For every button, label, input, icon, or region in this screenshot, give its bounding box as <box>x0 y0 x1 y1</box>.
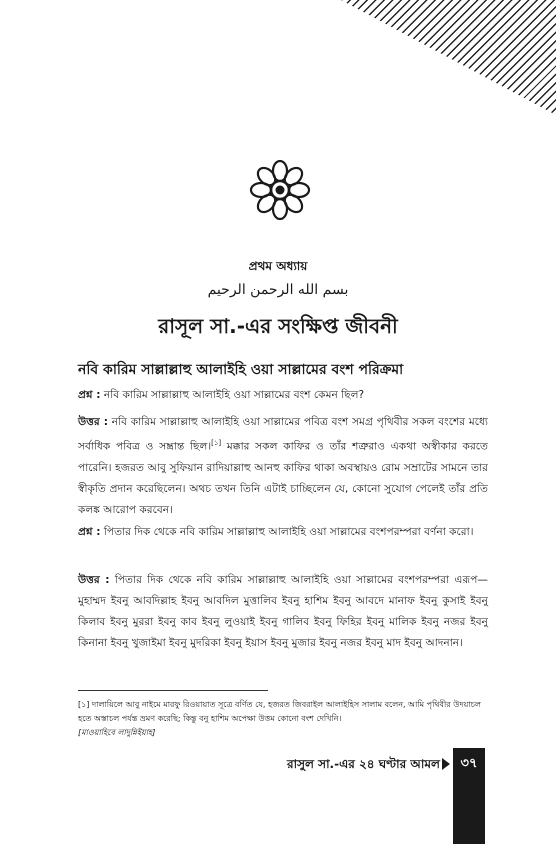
answer-text-continued: মক্কার সকল কাফির ও তাঁর শত্রুরাও একথা অস্বীকার করতে পারেনি। হজরত আবু সুফিয়ান রাদিয়াল্লাহু আনহু কাফির থাকা অবস্থায়ও রোম সম্রাটের সামনে তার স্বীকৃতি প্রদান করেছিলেন। অথচ তখন তিনি এটাই চাচ্ছিলেন যে, কোনো সুযোগ পেলেই তাঁর প্রতি কলঙ্ক আরোপ করবেন। <box>78 440 488 516</box>
footnote-source: [মাওয়াহিবে লাদুন্নিইয়াহ] <box>78 728 156 737</box>
page-number: ৩৭ <box>460 756 478 771</box>
question-text: পিতার দিক থেকে নবি কারিম সাল্লাল্লাহু আলাইহি ওয়া সাল্লামের বংশপরম্পরা বর্ণনা করো। <box>100 526 474 538</box>
footnote-ref[interactable]: [১] <box>211 439 222 447</box>
answer-1 <box>78 412 488 521</box>
triangle-right-icon <box>442 758 450 770</box>
footnote-divider <box>78 690 268 691</box>
bismillah: بسم الله الرحمن الرحيم <box>207 282 349 298</box>
page-title: রাসূল সা.-এর সংক্ষিপ্ত জীবনী <box>158 314 398 338</box>
running-footer-title: রাসুল সা.-এর ২৪ ঘণ্টার আমল <box>287 757 440 771</box>
footnote-marker: [১] <box>78 700 90 709</box>
answer-label: উত্তর : <box>78 574 110 586</box>
section-heading: নবি কারিম সাল্লাল্লাহু আলাইহি ওয়া সাল্লামের বংশ পরিক্রমা <box>78 362 404 378</box>
answer-text: পিতার দিক থেকে নবি কারিম সাল্লাল্লাহু আলাইহি ওয়া সাল্লামের বংশপরম্পরা এরূপ—মুহাম্মদ ইবনু আবদিল্লাহ ইবনু আবদিল মুত্তালিব ইবনু হাশিম ইবনু আবদে মানাফ ইবনু কুসাই ইবনু কিলাব ইবনু মুররা ইবনু কাব ইবনু লুওয়াই ইবনু গালিব ইবনু ফিহির ইবনু মালিক ইবনু নজর ইবনু কিনানা ইবনু খুজাইমা ইবনু মুদরিকা ইবনু ইয়াস ইবনু মুজার ইবনু নজর ইবনু মাদ ইবনু আদনান। <box>78 574 488 649</box>
flower-ornament-icon <box>248 158 312 222</box>
answer-label: উত্তর : <box>78 416 108 428</box>
question-text: নবি কারিম সাল্লাল্লাহু আলাইহি ওয়া সাল্লামের বংশ কেমন ছিল? <box>100 389 365 401</box>
question-1 <box>78 385 488 406</box>
question-2 <box>78 522 488 543</box>
answer-text: নবি কারিম সাল্লাল্লাহু আলাইহি ওয়া সাল্লামের পবিত্র বংশ সমগ্র পৃথিবীর সকল বংশের মধ্যে সর্বাধিক পবিত্র ও সম্ভ্রান্ত ছিল। <box>78 416 488 453</box>
footnote <box>78 698 488 740</box>
footnote-text: দালায়িলে আবু নাইমে মারফু রিওয়ায়াত সূত্রে বর্ণিত যে, হজরত জিবরাইল আলাইহিস সালাম বলেন, আমি পৃথিবীর উদয়াচল হতে অস্তাচল পর্যন্ত ভ্রমণ করেছি; কিন্তু বনু হাশিম অপেক্ষা উত্তম কোনো বংশ দেখিনি। <box>78 700 481 723</box>
question-label: প্রশ্ন : <box>78 526 101 538</box>
corner-hatch-decoration <box>341 0 556 115</box>
chapter-label: প্রথম অধ্যায় <box>248 259 308 273</box>
answer-2 <box>78 570 488 654</box>
question-label: প্রশ্ন : <box>78 389 101 401</box>
